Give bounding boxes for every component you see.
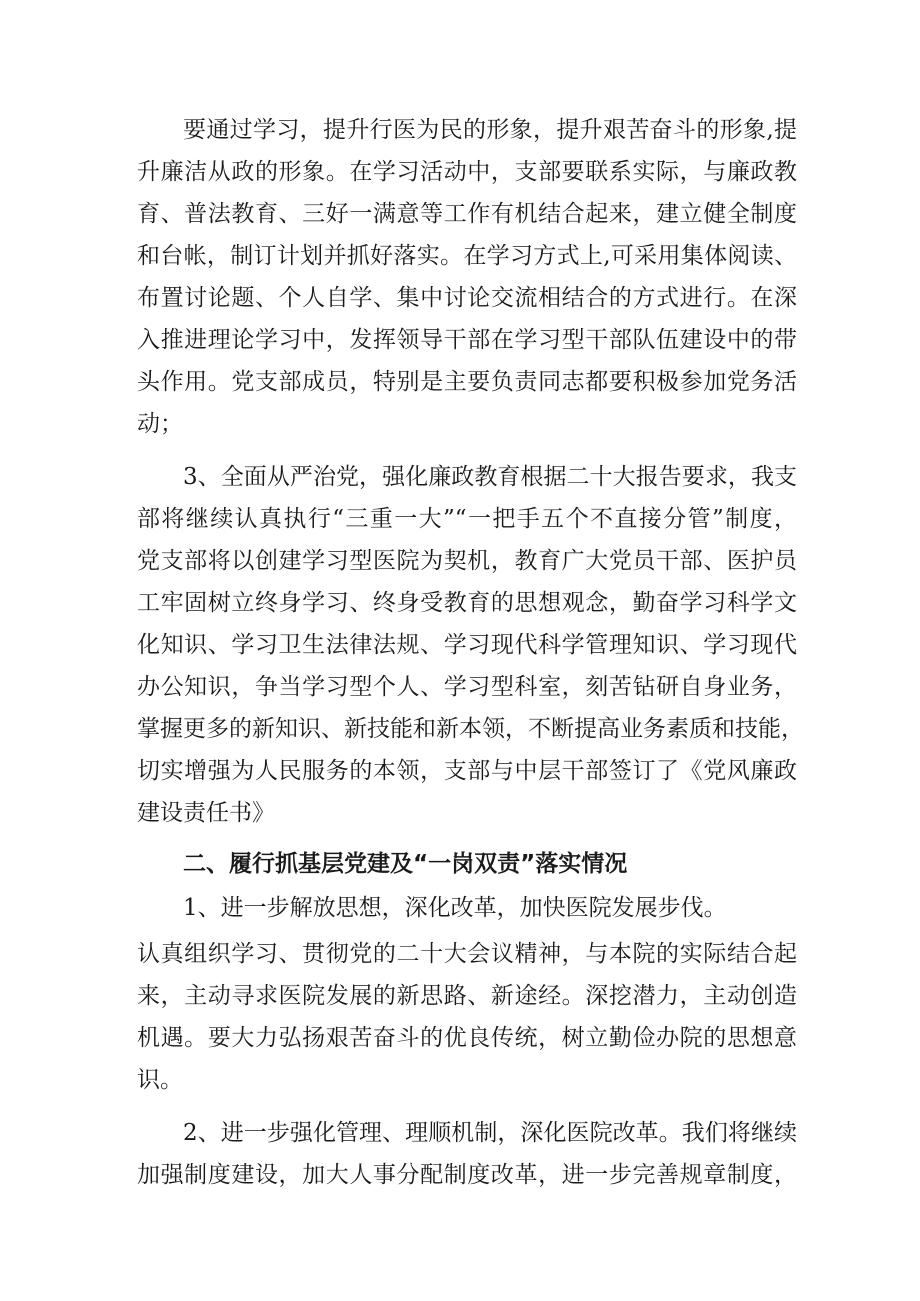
section-heading: 二、履行抓基层党建及“一岗双责”落实情况	[183, 851, 628, 877]
paragraph-line: 工牢固树立终身学习、终身受教育的思想观念，勤奋学习科学文	[137, 590, 797, 616]
paragraph-line: 头作用。党支部成员，特别是主要负责同志都要积极参加党务活	[137, 369, 797, 395]
paragraph-line: 来，主动寻求医院发展的新思路、新途经。深挖潜力，主动创造	[137, 983, 797, 1009]
paragraph-line: 党支部将以创建学习型医院为契机，教育广大党员干部、医护员	[137, 548, 797, 574]
paragraph-line: 办公知识，争当学习型个人、学习型科室，刻苦钻研自身业务，	[137, 674, 797, 700]
paragraph-line: 加强制度建设，加大人事分配制度改革，进一步完善规章制度，	[137, 1162, 797, 1188]
paragraph-line: 入推进理论学习中，发挥领导干部在学习型干部队伍建设中的带	[137, 327, 797, 353]
paragraph-title: 1、进一步解放思想，深化改革，加快医院发展步伐。	[183, 895, 727, 921]
paragraph-line: 认真组织学习、贯彻党的二十大会议精神，与本院的实际结合起	[137, 941, 797, 967]
paragraph-line: 升廉洁从政的形象。在学习活动中，支部要联系实际，与廉政教	[137, 159, 797, 185]
paragraph-line: 3、全面从严治党，强化廉政教育根据二十大报告要求，我支	[183, 464, 797, 490]
paragraph-line: 建设责任书》	[137, 800, 275, 826]
paragraph-line: 化知识、学习卫生法律法规、学习现代科学管理知识、学习现代	[137, 632, 797, 658]
paragraph-line: 识。	[137, 1067, 183, 1093]
paragraph-line: 2、进一步强化管理、理顺机制，深化医院改革。我们将继续	[183, 1120, 797, 1146]
paragraph-line: 育、普法教育、三好一满意等工作有机结合起来，建立健全制度	[137, 201, 797, 227]
paragraph-line: 机遇。要大力弘扬艰苦奋斗的优良传统，树立勤俭办院的思想意	[137, 1025, 797, 1051]
paragraph-line: 切实增强为人民服务的本领，支部与中层干部签订了《党风廉政	[137, 758, 797, 784]
paragraph-line: 要通过学习，提升行医为民的形象，提升艰苦奋斗的形象,提	[183, 117, 797, 143]
paragraph-line: 动；	[137, 411, 183, 437]
paragraph-line: 布置讨论题、个人自学、集中讨论交流相结合的方式进行。在深	[137, 285, 797, 311]
paragraph-line: 和台帐，制订计划并抓好落实。在学习方式上,可采用集体阅读、	[137, 243, 797, 269]
paragraph-line: 部将继续认真执行“三重一大”“一把手五个不直接分管”制度，	[137, 506, 797, 532]
paragraph-line: 掌握更多的新知识、新技能和新本领，不断提高业务素质和技能，	[137, 716, 804, 742]
